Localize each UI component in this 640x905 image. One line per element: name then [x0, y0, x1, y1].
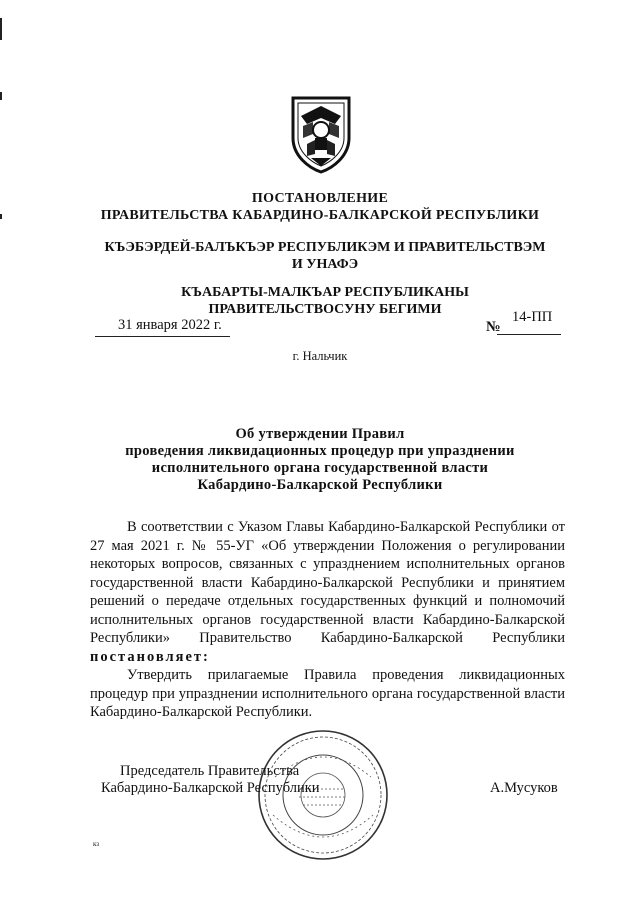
signatory-name: А.Мусуков	[490, 780, 558, 796]
document-date: 31 января 2022 г.	[118, 317, 222, 333]
scan-edge-mark	[0, 92, 2, 100]
heading-line-3: исполнительного органа государственной власти	[151, 460, 489, 476]
scan-edge-mark	[0, 18, 2, 40]
document-type: ПОСТАНОВЛЕНИЕ	[251, 191, 389, 206]
coat-of-arms-emblem	[289, 94, 353, 174]
decree-word: постановляет:	[90, 648, 210, 665]
number-sign: №	[486, 319, 501, 335]
resolution-paragraph: Утвердить прилагаемые Правила проведения ликвидационных процедур при упразднении исполнительного органа государственной власти Кабардино-Балкарской Республики.	[90, 667, 565, 720]
number-underline	[497, 334, 561, 335]
signatory-position-line-2: Кабардино-Балкарской Республики	[101, 780, 320, 796]
decree-body	[90, 518, 565, 722]
heading-line-2: проведения ликвидационных процедур при упразднении	[125, 443, 515, 459]
preamble-text: В соответствии с Указом Главы Кабардино-Балкарской Республики от 27 мая 2021 г. № 55-УГ «Об утверждении Положения о регулировании некоторых вопросов, связанных с упразднением исполнительных органов государственной власти Кабардино-Балкарской Республики и принятием решений о передаче отдельных государственных функций и полномочий исполнительных органов государственной власти Кабардино-Балкарской Республики» Правительство Кабардино-Балкарской Республики	[90, 519, 565, 646]
issuer-kabardian: КЪЭБЭРДЕЙ-БАЛЪКЪЭР РЕСПУБЛИКЭМ И ПРАВИТЕЛЬСТВЭМ И УНАФЭ	[104, 240, 546, 272]
document-city: г. Нальчик	[292, 349, 348, 363]
heading-line-4: Кабардино-Балкарской Республики	[197, 477, 443, 493]
signatory-position-line-1: Председатель Правительства	[120, 763, 300, 779]
document-number: 14-ПП	[512, 309, 553, 325]
preamble-paragraph	[90, 518, 565, 666]
date-underline	[95, 336, 230, 337]
footer-code: кз	[93, 840, 100, 848]
issuer-balkar: КЪАБАРТЫ-МАЛКЪАР РЕСПУБЛИКАНЫ ПРАВИТЕЛЬСТВОСУНУ БЕГИМИ	[181, 285, 469, 317]
heading-line-1: Об утверждении Правил	[235, 426, 405, 442]
issuer-russian: ПРАВИТЕЛЬСТВА КАБАРДИНО-БАЛКАРСКОЙ РЕСПУБЛИКИ	[100, 208, 540, 223]
